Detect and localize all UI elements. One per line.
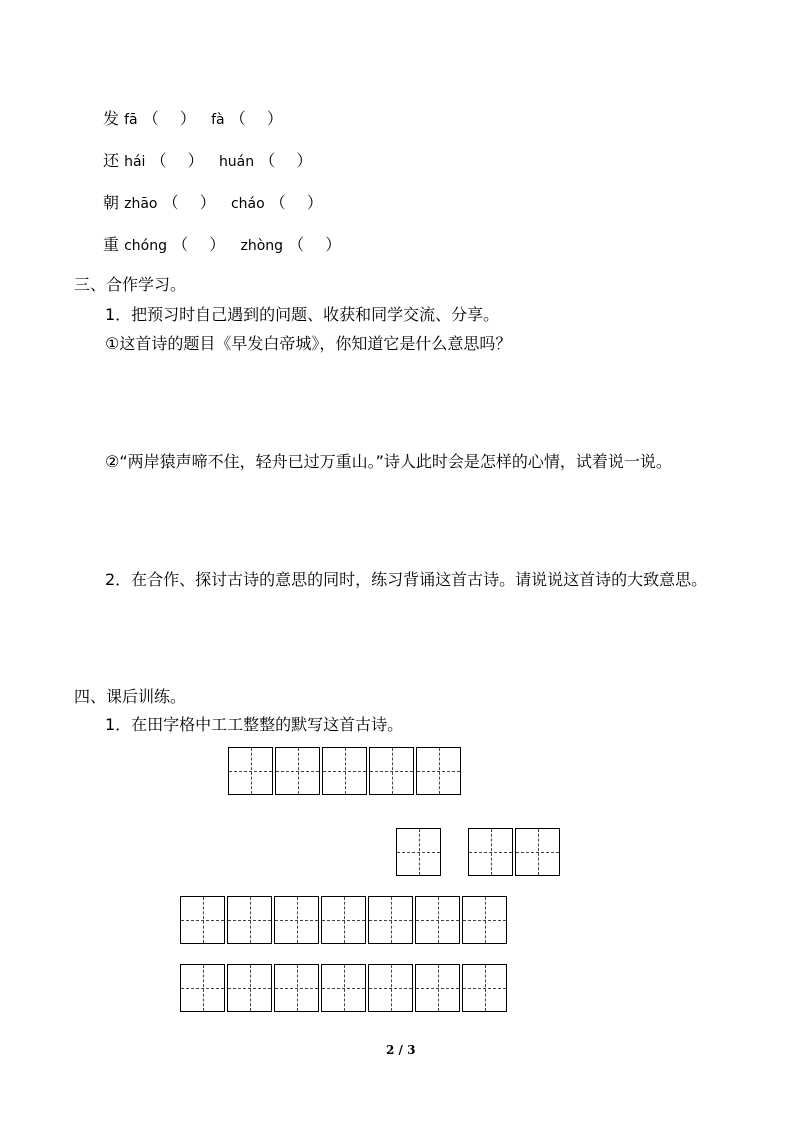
tianzige-cell[interactable] [415, 896, 460, 944]
pinyin-2: cháo [230, 196, 265, 212]
tianzige-cell[interactable] [227, 964, 272, 1012]
tianzige-cell[interactable] [515, 828, 560, 876]
tianzige-row-author-1 [396, 828, 443, 876]
pinyin-row-3 [103, 190, 323, 213]
section3-question-1a: ①这首诗的题目《早发白帝城》，你知道它是什么意思吗？ [105, 334, 512, 353]
tianzige-cell[interactable] [274, 896, 319, 944]
pinyin-1: zhāo [124, 196, 158, 212]
pinyin-1: fā [124, 112, 138, 128]
answer-paren[interactable]: （ ） [142, 109, 196, 128]
answer-paren[interactable]: （ ） [162, 193, 216, 212]
tianzige-cell[interactable] [468, 828, 513, 876]
pinyin-2: fà [211, 112, 225, 128]
tianzige-cell[interactable] [368, 964, 413, 1012]
pinyin-2: zhòng [240, 238, 284, 254]
tianzige-cell[interactable] [227, 896, 272, 944]
tianzige-cell[interactable] [416, 747, 461, 795]
tianzige-row-line-2 [180, 964, 509, 1012]
pinyin-row-1 [103, 106, 283, 129]
tianzige-cell[interactable] [228, 747, 273, 795]
tianzige-cell[interactable] [321, 896, 366, 944]
section4-question-1: 1．在田字格中工工整整的默写这首古诗。 [105, 715, 404, 734]
tianzige-cell[interactable] [462, 964, 507, 1012]
pinyin-row-4 [103, 232, 341, 255]
pinyin-row-2 [103, 148, 312, 171]
answer-paren[interactable]: （ ） [269, 193, 323, 212]
answer-paren[interactable]: （ ） [259, 151, 313, 170]
section4-heading: 四、课后训练。 [74, 687, 187, 706]
tianzige-cell[interactable] [415, 964, 460, 1012]
answer-paren[interactable]: （ ） [172, 235, 226, 254]
tianzige-cell[interactable] [322, 747, 367, 795]
tianzige-cell[interactable] [274, 964, 319, 1012]
section3-heading: 三、合作学习。 [74, 275, 187, 294]
tianzige-cell[interactable] [396, 828, 441, 876]
tianzige-cell[interactable] [462, 896, 507, 944]
tianzige-cell[interactable] [275, 747, 320, 795]
section3-question-1: 1．把预习时自己遇到的问题、收获和同学交流、分享。 [105, 305, 500, 324]
tianzige-cell[interactable] [369, 747, 414, 795]
tianzige-cell[interactable] [321, 964, 366, 1012]
tianzige-cell[interactable] [368, 896, 413, 944]
page-number: 2 / 3 [386, 1043, 416, 1057]
answer-paren[interactable]: （ ） [229, 109, 283, 128]
tianzige-cell[interactable] [180, 964, 225, 1012]
hanzi: 重 [103, 235, 120, 254]
tianzige-row-author-2 [468, 828, 562, 876]
answer-paren[interactable]: （ ） [288, 235, 342, 254]
tianzige-cell[interactable] [180, 896, 225, 944]
tianzige-row-line-1 [180, 896, 509, 944]
hanzi: 朝 [103, 193, 120, 212]
section3-question-1b: ②“两岸猿声啼不住，轻舟已过万重山。”诗人此时会是怎样的心情，试着说一说。 [105, 452, 672, 471]
answer-paren[interactable]: （ ） [150, 151, 204, 170]
pinyin-1: hái [124, 154, 146, 170]
hanzi: 还 [103, 151, 120, 170]
section3-question-2: 2．在合作、探讨古诗的意思的同时，练习背诵这首古诗。请说说这首诗的大致意思。 [105, 570, 708, 589]
tianzige-row-title [228, 747, 463, 795]
pinyin-2: huán [218, 154, 255, 170]
hanzi: 发 [103, 109, 120, 128]
pinyin-1: chóng [124, 238, 168, 254]
